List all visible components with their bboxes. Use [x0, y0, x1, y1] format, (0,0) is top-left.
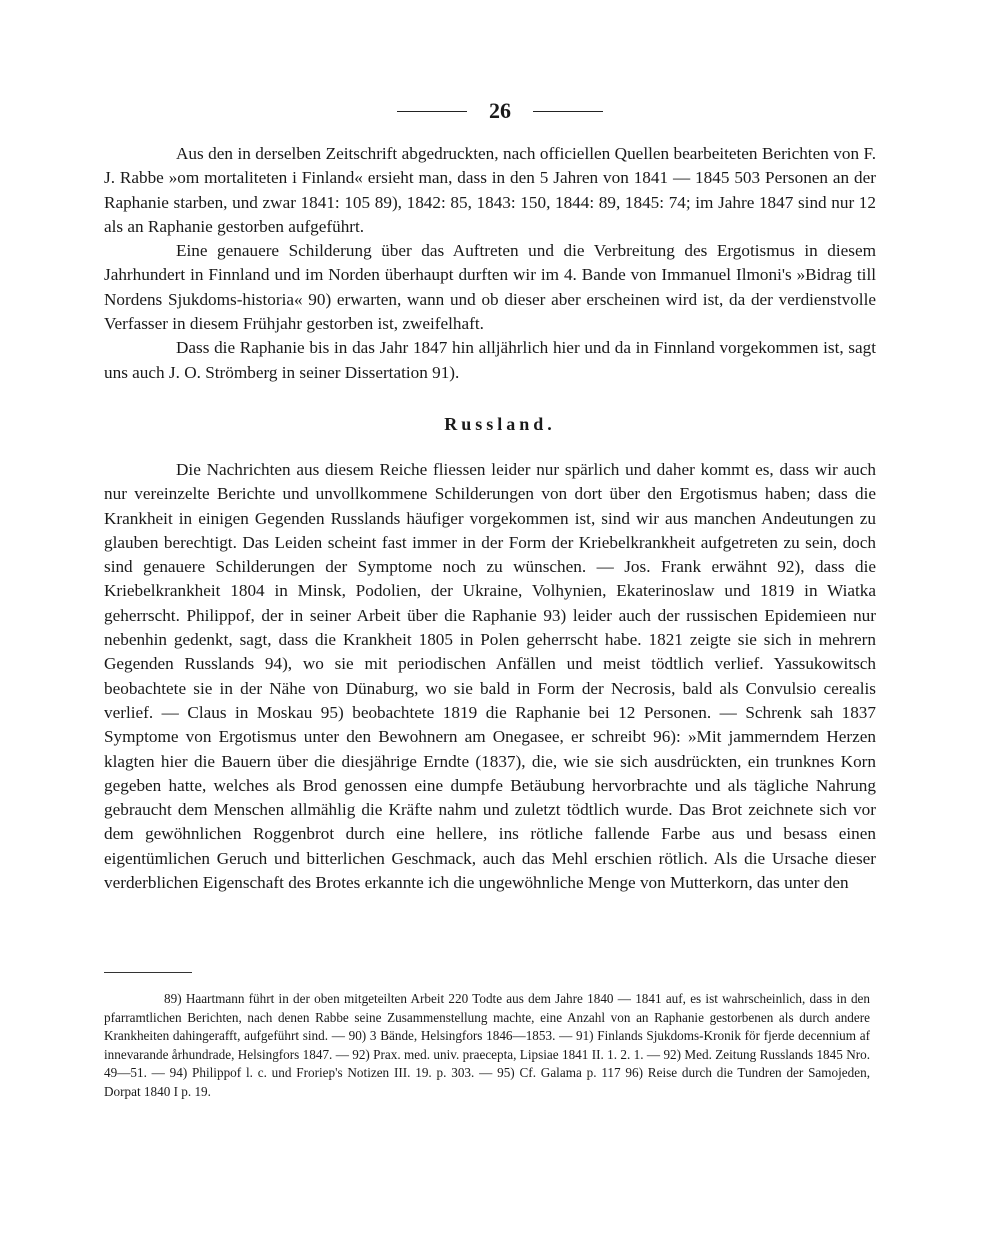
footnote-text: 89) Haartmann führt in der oben mitgeteilten Arbeit 220 Todte aus dem Jahre 1840 — 1841 auf, es ist wahrscheinlich, dass in den pfarramtlichen Berichten, nach denen Rabbe seine Zusammenstellung machte, eine Anzahl von an Raphanie gestorbenen als durch andere Krankheiten dahingerafft, aufgeführt sind. — 90) 3 Bände, Helsingfors 1846—1853. — 91) Finlands Sjukdoms-Kronik för fjerde decennium af innevarande århundrade, Helsingfors 1847. — 92) Prax. med. univ. praecepta, Lipsiae 1841 II. 1. 2. 1. — 92) Med. Zeitung Russlands 1845 Nro. 49—51. — 94) Philippof l. c. und Froriep's Notizen III. 19. p. 303. — 95) Cf. Galama p. 117 96) Reise durch die Tundren der Samojeden, Dorpat 1840 I p. 19.: [104, 991, 870, 1099]
russia-text: [104, 458, 876, 895]
paragraph-ilmoni: Eine genauere Schilderung über das Auftreten und die Verbreitung des Ergotismus in diesem Jahrhundert in Finnland und im Norden überhaupt durften wir im 4. Bande von Immanuel Ilmoni's »Bidrag till Nordens Sjukdoms-historia« 90) erwarten, wann und ob dieser aber erscheinen wird ist, da der verdienstvolle Verfasser in diesem Frühjahr gestorben ist, zweifelhaft.: [104, 241, 876, 334]
section-heading: Russland.: [444, 414, 556, 434]
intro-text: [104, 142, 876, 385]
page-header: [0, 98, 1000, 124]
paragraph-rabbe: Aus den in derselben Zeitschrift abgedruckten, nach officiellen Quellen bearbeiteten Berichten von F. J. Rabbe »om mortaliteten i Finland« ersieht man, dass in den 5 Jahren von 1841 — 1845 503 Personen an der Raphanie starben, und zwar 1841: 105 89), 1842: 85, 1843: 150, 1844: 89, 1845: 74; im Jahre 1847 sind nur 12 als an Raphanie gestorben aufgeführt.: [104, 144, 876, 236]
page-number: 26: [489, 98, 511, 123]
header-rule-right: [533, 111, 603, 112]
footnotes: [104, 990, 870, 1102]
footnote-divider: [104, 972, 192, 973]
paragraph-russia: Die Nachrichten aus diesem Reiche fliessen leider nur spärlich und daher kommt es, dass wir auch nur vereinzelte Berichte und unvollkommene Schilderungen von dort über den Ergotismus haben; dass die Krankheit in einigen Gegenden Russlands häufiger vorgekommen ist, sind wir aus manchen Andeutungen zu glauben berechtigt. Das Leiden scheint fast immer in der Form der Kriebelkrankheit aufgetreten zu sein, doch sind genauere Schilderungen der Symptome noch zu wünschen. — Jos. Frank erwähnt 92), dass die Kriebelkrankheit 1804 in Minsk, Podolien, der Ukraine, Volhynien, Ekaterinoslaw und 1819 in Wiatka geherrscht. Philippof, der in seiner Arbeit über die Raphanie 93) leider auch der russischen Epidemieen nur nebenhin gedenkt, sagt, dass die Krankheit 1805 in Polen geherrscht habe. 1821 zeigte sie sich in mehrern Gegenden Russlands 94), wo sie mit periodischen Anfällen und meist tödtlich verlief. Yassukowitsch beobachtete sie in der Nähe von Dünaburg, wo sie bald in Form der Necrosis, bald als Convulsio cerealis verlief. — Claus in Moskau 95) beobachtete 1819 die Raphanie bei 12 Personen. — Schrenk sah 1837 Symptome von Ergotismus unter den Bewohnern am Onegasee, er schreibt 96): »Mit jammerndem Herzen klagten hier die Bauern über die diesjährige Erndte (1837), die, wie sie sich ausdrückten, ein trunknes Korn gegeben hatte, welches als Brod genossen eine dumpfe Betäubung hervorbrachte und als tägliche Nahrung gebraucht dem Menschen allmählig die Kräfte nahm und zuletzt tödtlich wurde. Das Brot zeichnete sich vor dem gewöhnlichen Roggenbrot durch eine hellere, ins rötliche fallende Farbe aus und besass einen eigentümlichen Geruch und bitterlichen Geschmack, auch das Mehl erschien rötlich. Als die Ursache dieser verderblichen Eigenschaft des Brotes erkannte ich die ungewöhnliche Menge von Mutterkorn, das unter den: [104, 460, 876, 893]
paragraph-stromberg: Dass die Raphanie bis in das Jahr 1847 hin alljährlich hier und da in Finnland vorgekommen ist, sagt uns auch J. O. Strömberg in seiner Dissertation 91).: [104, 338, 876, 382]
header-rule-left: [397, 111, 467, 112]
